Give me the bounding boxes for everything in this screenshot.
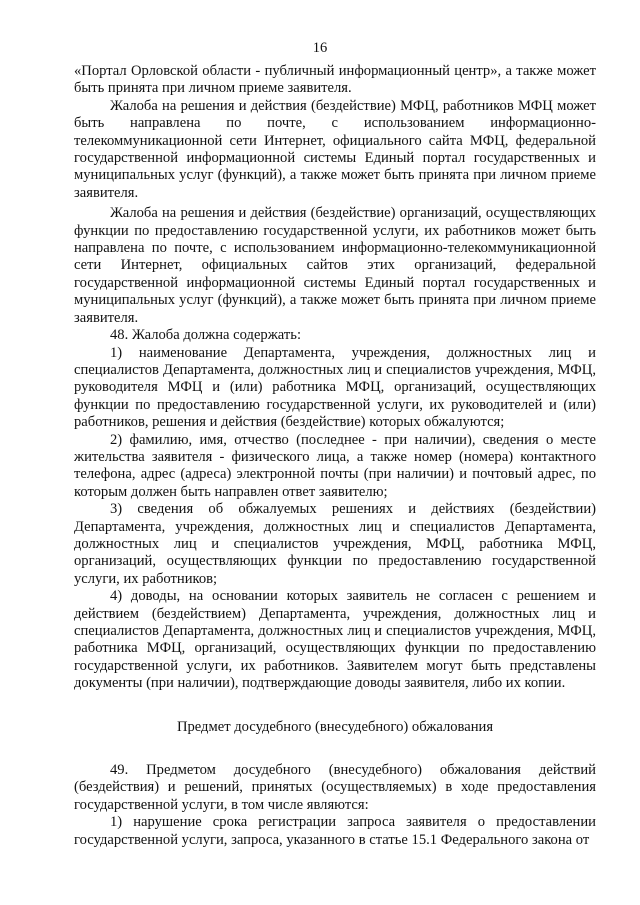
- list-item-48-4: 4) доводы, на основании которых заявитель не согласен с решением и действием (бездействием) Департамента, учреждения, должностных лиц и специалистов Департамента, должностных лиц и специалистов учреждения, МФЦ, работника МФЦ, организаций, осуществляющих функции по предоставлению государственной услуги, их работников. Заявителем могут быть представлены документы (при наличии), подтверждающие доводы заявителя, либо их копии.: [74, 588, 596, 692]
- list-item-48-2: 2) фамилию, имя, отчество (последнее - при наличии), сведения о месте жительства заявителя - физического лица, а также номер (номера) контактного телефона, адрес (адреса) электронной почты (при наличии) и почтовый адрес, по которым должен быть направлен ответ заявителю;: [74, 431, 596, 500]
- section-heading: Предмет досудебного (внесудебного) обжалования: [176, 718, 494, 735]
- paragraph-organizations-complaint: Жалоба на решения и действия (бездействие) организаций, осуществляющих функции по предоставлению государственной услуги, их работников может быть направлена по почте, с использованием информационно-телекоммуникационной сети Интернет, официальных сайтов этих организаций, федеральной государственной информационной системы Единый портал государственных и муниципальных услуг (функций), а также может быть принята при личном приеме заявителя.: [74, 205, 596, 326]
- list-item-48-3: 3) сведения об обжалуемых решениях и действиях (бездействии) Департамента, учреждения, должностных лиц и специалистов Департамента, должностных лиц и специалистов учреждения, МФЦ, работника МФЦ, организаций, осуществляющих функции по предоставлению государственной услуги, их работников;: [74, 501, 596, 587]
- page-number: 16: [312, 40, 328, 56]
- paragraph-49: 49. Предметом досудебного (внесудебного) обжалования действий (бездействия) и решений, принятых (осуществляемых) в ходе предоставления государственной услуги, в том числе являются:: [74, 762, 596, 813]
- paragraph-continuation: «Портал Орловской области - публичный информационный центр», а также может быть принята при личном приеме заявителя.: [74, 63, 596, 97]
- list-item-48-1: 1) наименование Департамента, учреждения, должностных лиц и специалистов Департамента, должностных лиц и специалистов учреждения, МФЦ, руководителя МФЦ и (или) работника МФЦ, организаций, осуществляющих функции по предоставлению государственной услуги, их руководителей и (или) работников, решения и действия (бездействие) которых обжалуются;: [74, 344, 596, 431]
- list-item-49-1: 1) нарушение срока регистрации запроса заявителя о предоставлении государственной услуги, запроса, указанного в статье 15.1 Федерального закона от: [74, 814, 596, 848]
- document-body: [74, 63, 596, 849]
- paragraph-48-heading: 48. Жалоба должна содержать:: [110, 327, 301, 344]
- paragraph-mfc-complaint: Жалоба на решения и действия (бездействие) МФЦ, работников МФЦ может быть направлена по почте, с использованием информационно-телекоммуникационной сети Интернет, официального сайта МФЦ, федеральной государственной информационной системы Единый портал государственных и муниципальных услуг (функций), а также может быть принята при личном приеме заявителя.: [74, 97, 596, 201]
